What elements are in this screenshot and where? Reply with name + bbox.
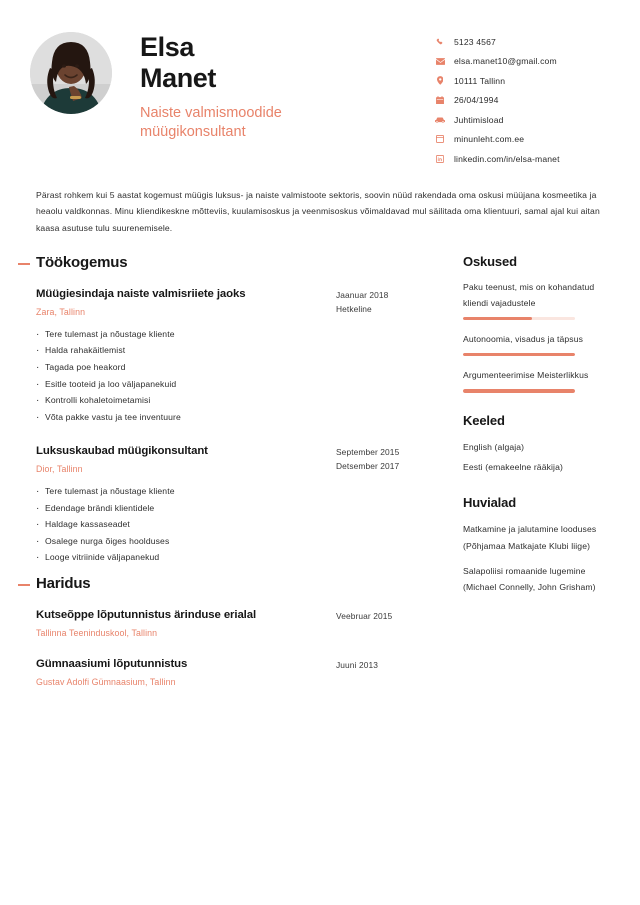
list-item: · Edendage brändi klientidele	[36, 500, 436, 517]
education-heading: Haridus	[36, 575, 436, 592]
experience-dates	[336, 444, 436, 473]
list-item: · Tagada poe heakord	[36, 359, 436, 376]
section-interests	[463, 495, 618, 595]
experience-org: Dior, Tallinn	[36, 464, 83, 475]
main-column	[18, 254, 436, 687]
email-icon	[432, 56, 448, 67]
skill-bar-fill	[463, 389, 575, 392]
skill-item	[463, 280, 618, 320]
linkedin-icon	[432, 153, 448, 164]
experience-entry	[36, 444, 436, 566]
list-item: · Osalege nurga õiges hoolduses	[36, 533, 436, 550]
contact-birthdate[interactable]	[432, 95, 618, 106]
experience-heading: Töökogemus	[36, 254, 436, 271]
sidebar-column	[436, 254, 618, 687]
education-org: Tallinna Teeninduskool, Tallinn	[36, 627, 158, 638]
contact-email[interactable]	[432, 56, 618, 67]
section-education	[36, 575, 436, 687]
car-icon	[432, 114, 448, 125]
skill-item	[463, 332, 618, 356]
interest-item: Matkamine ja jalutamine looduses (Põhjamaa Matkajate Klubi liige)	[463, 524, 597, 551]
skill-bar-fill	[463, 353, 575, 356]
section-languages	[463, 413, 618, 476]
experience-bullets	[36, 483, 436, 566]
list-item: · Tere tulemast ja nõustage kliente	[36, 326, 436, 343]
contact-location[interactable]	[432, 75, 618, 86]
location-icon	[432, 75, 448, 86]
job-title: Naiste valmismoodide müügikonsultant	[140, 104, 282, 141]
skill-label: Autonoomia, visadus ja täpsus	[463, 334, 584, 345]
experience-bullets	[36, 326, 436, 425]
list-item: · Haldage kassaseadet	[36, 516, 436, 533]
education-entry	[36, 608, 436, 638]
name-block	[140, 28, 424, 143]
contact-linkedin[interactable]	[432, 153, 618, 164]
contact-list	[432, 28, 618, 173]
education-title: Kutseõppe lõputunnistus ärinduse erialal	[36, 609, 257, 622]
education-dates	[336, 608, 436, 624]
skill-label: Paku teenust, mis on kohandatud kliendi vajadustele	[463, 282, 595, 308]
skills-heading: Oskused	[463, 254, 517, 269]
experience-date-start: Jaanuar 2018	[336, 290, 389, 300]
contact-birthdate-text: 26/04/1994	[454, 95, 499, 105]
contact-location-text: 10111 Tallinn	[454, 75, 506, 86]
education-title: Gümnaasiumi lõputunnistus	[36, 657, 188, 670]
profile-photo-illustration	[30, 32, 112, 114]
skill-bar	[463, 389, 575, 392]
last-name: Manet	[140, 63, 217, 94]
education-date-start: Juuni 2013	[336, 659, 378, 670]
education-dates	[336, 657, 436, 673]
section-skills	[463, 254, 618, 393]
experience-date-end: Detsember 2017	[336, 460, 400, 471]
skill-item	[463, 368, 618, 392]
list-item: · Esitle tooteid ja loo väljapanekuid	[36, 376, 436, 393]
contact-website-text: minunleht.com.ee	[454, 134, 525, 144]
languages-heading: Keeled	[463, 412, 505, 428]
spacer	[36, 566, 436, 575]
education-date-start: Veebruar 2015	[336, 611, 393, 622]
list-item: · Tere tulemast ja nõustage kliente	[36, 483, 436, 500]
education-org: Gustav Adolfi Gümnaasium, Tallinn	[36, 676, 176, 687]
skill-bar-fill	[463, 317, 532, 320]
skill-label: Argumenteerimise Meisterlikkus	[463, 370, 589, 381]
experience-dates	[336, 287, 436, 316]
contact-driving-license-text: Juhtimisload	[454, 114, 504, 125]
list-item: · Kontrolli kohaletoimetamisi	[36, 392, 436, 409]
profile-summary: Pärast rohkem kui 5 aastat kogemust müügis luksus- ja naiste valmistoote sektoris, soovin nüüd rakendada oma oskusi müüjana kosmeetika ja heaolu valdkonnas. Minu kliendikeskne mõtteviis, kuulamisoskus ja veenmisoskus võimaldavad mul säilitada oma klientuuri, samal ajal kui aitan kaasa asutuse tulu suurenemisele.	[36, 189, 600, 233]
experience-date-start: September 2015	[336, 447, 400, 458]
contact-phone-text: 5123 4567	[454, 36, 496, 47]
list-item: · Halda rahakäitlemist	[36, 342, 436, 359]
phone-icon	[432, 36, 448, 47]
contact-website[interactable]	[432, 134, 618, 145]
experience-title: Müügiesindaja naiste valmisriiete jaoks	[36, 288, 246, 300]
avatar	[30, 32, 112, 114]
language-item: Eesti (emakeelne rääkija)	[463, 462, 563, 473]
skill-bar	[463, 353, 575, 356]
experience-entry	[36, 287, 436, 425]
contact-linkedin-text: linkedin.com/in/elsa-manet	[454, 153, 560, 164]
contact-email-text: elsa.manet10@gmail.com	[454, 56, 557, 66]
contact-driving-license[interactable]	[432, 114, 618, 125]
website-icon	[432, 134, 448, 145]
resume-body	[0, 236, 640, 687]
skill-bar	[463, 317, 575, 320]
first-name: Elsa	[140, 32, 194, 62]
experience-org: Zara, Tallinn	[36, 306, 86, 317]
education-entry	[36, 657, 436, 687]
experience-date-end: Hetkeline	[336, 303, 372, 314]
experience-title: Luksuskaubad müügikonsultant	[36, 445, 208, 458]
language-item: English (algaja)	[463, 441, 525, 452]
interest-item: Salapoliisi romaanide lugemine (Michael Connelly, John Grisham)	[463, 566, 596, 593]
list-item: · Võta pakke vastu ja tee inventuure	[36, 409, 436, 426]
list-item: · Looge vitriinide väljapanekud	[36, 549, 436, 566]
interests-heading: Huvialad	[463, 495, 516, 511]
contact-phone[interactable]	[432, 36, 618, 47]
section-experience	[36, 254, 436, 566]
resume-header	[0, 0, 640, 173]
calendar-icon	[432, 95, 448, 106]
